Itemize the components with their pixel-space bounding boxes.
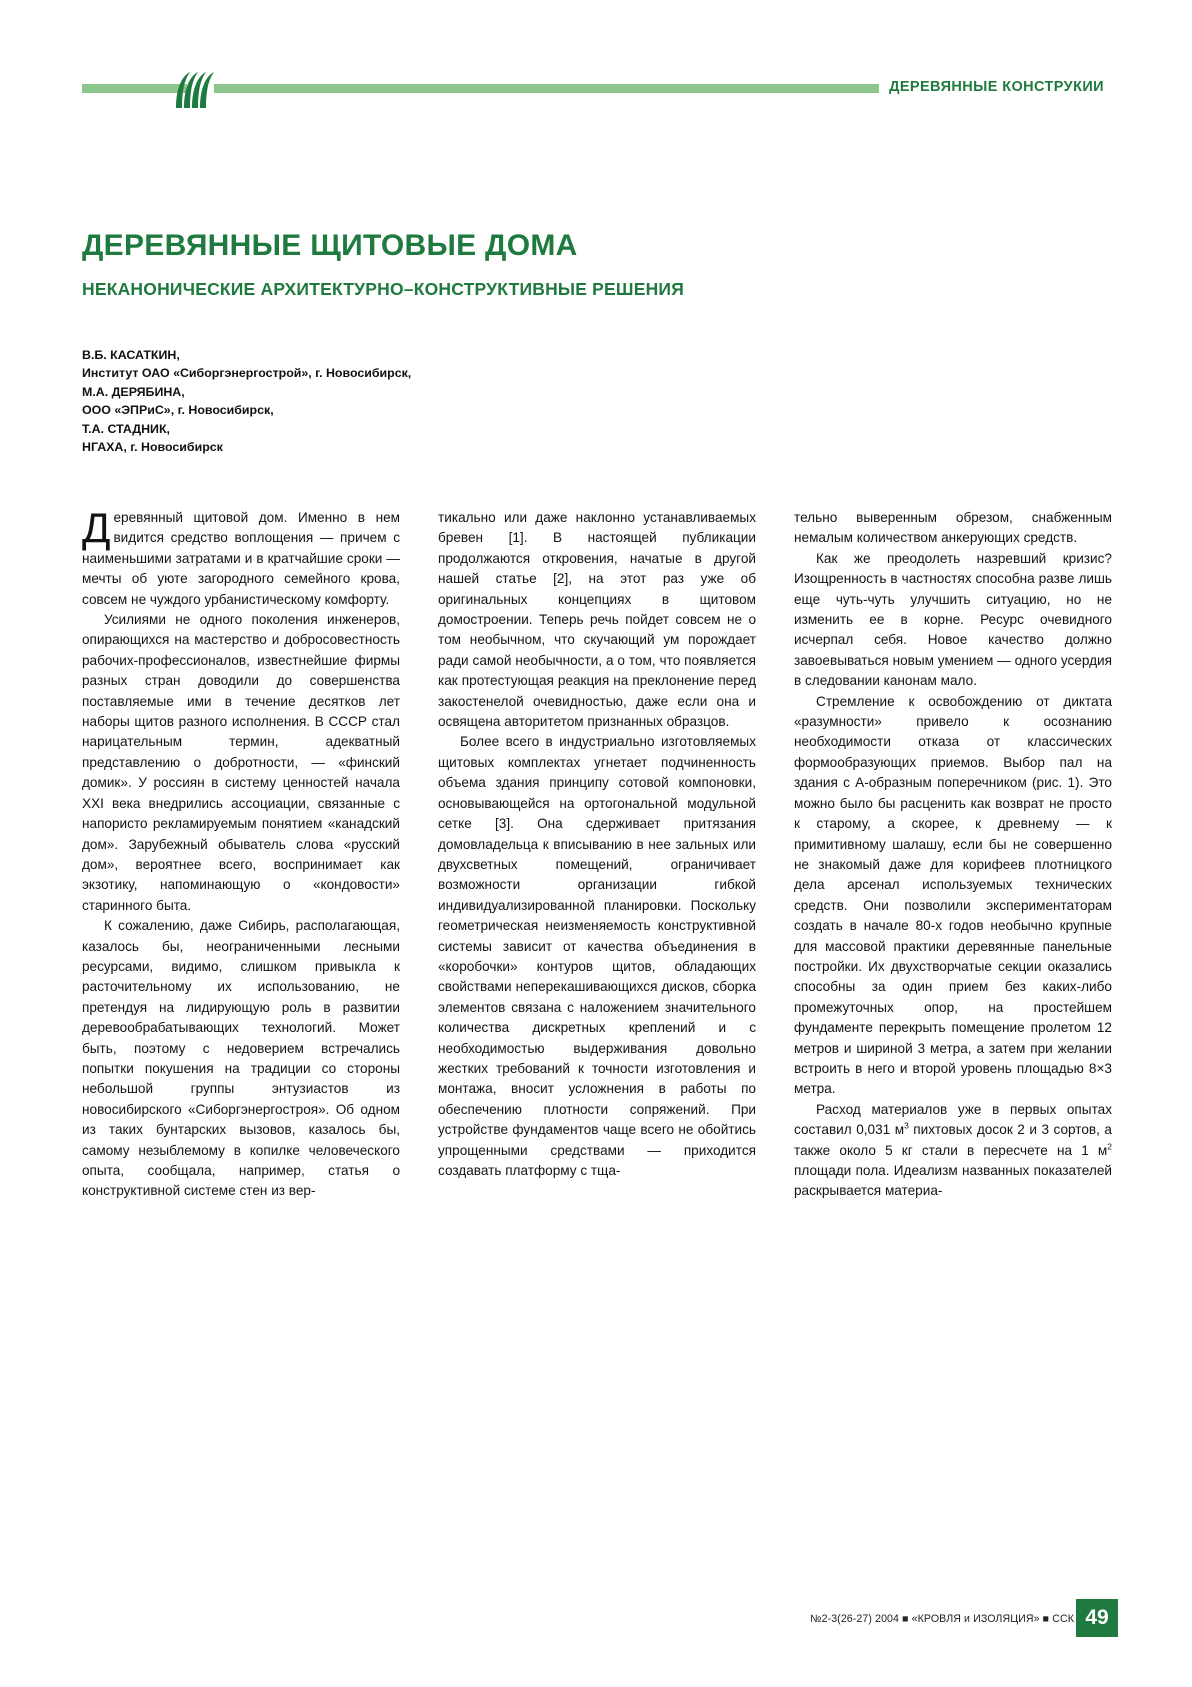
drop-cap: Д — [82, 504, 111, 551]
column-3 — [794, 508, 1112, 1408]
paragraph: Усилиями не одного поколения инженеров, опирающихся на мастерство и добросовестность рабочих-профессионалов, известнейшие фирмы разных стран доводили до совершенства поставляемые ими в течение десятков лет наборы щитов разного исполнения. В СССР стал нарицательным термин, адекватный представлению о добротности, — «финский домик». У россиян в систему ценностей начала XXI века внедрились ассоциации, связанные с напористо рекламируемым понятием «канадский дом». Зарубежный обыватель слова «русский дом», вероятнее всего, воспринимает как экзотику, напоминающую о «кондовости» старинного быта. — [82, 612, 400, 913]
title-block — [82, 228, 1112, 300]
superscript-square: 2 — [1107, 1141, 1112, 1152]
paragraph-text-c: площади пола. Идеализм названных показателей раскрывается материа- — [794, 1163, 1112, 1199]
swoosh-logo-icon — [170, 70, 218, 110]
author-line: Институт ОАО «Сиборгэнергострой», г. Новосибирск, — [82, 366, 412, 381]
paragraph-text-b: пихтовых досок 2 и 3 сортов, а также около 5 кг стали в пересчете на 1 м — [794, 1122, 1112, 1158]
paragraph: тикально или даже наклонно устанавливаемых бревен [1]. В настоящей публикации продолжаются откровения, начатые в другой нашей статье [2], на этот раз уже об оригинальных концепциях в щитовом домостроении. Теперь речь пойдет совсем не о том необычном, что скучающий ум порождает ради самой необычности, а о том, что появляется как протестующая реакция на преклонение перед закостенелой очевидностью, даже если она и освящена авторитетом признанных образцов. — [438, 510, 756, 730]
page-footer — [0, 1567, 1192, 1687]
paragraph-text-a: Расход материалов уже в первых опытах составил 0,031 м — [794, 1101, 1112, 1138]
header-section-title: ДЕРЕВЯННЫЕ КОНСТРУКИИ — [879, 77, 1110, 97]
paragraph-text: еревянный щитовой дом. Именно в нем видится средство воплощения — причем с наименьшими затратами и в кратчайшие сроки — мечты об уюте загородного семейного крова, совсем не чуждого урбанистическому комфорту. — [82, 510, 400, 607]
author-line: НГАХА, г. Новосибирск — [82, 440, 223, 455]
paragraph: Более всего в индустриально изготовляемых щитовых комплектах угнетает подчиненность объема здания принципу сотовой компоновки, основывающейся на ортогональной модульной сетке [3]. Она сдерживает притязания домовладельца к вписыванию в нее зальных или двухсветных помещений, ограничивает возможности организации гибкой индивидуализированной планировки. Поскольку геометрическая неизменяемость конструктивной системы зависит от качества объединения в «коробочки» контуров щитов, обладающих свойствами неперекашивающихся дисков, сборка элементов связана с наложением значительного количества дискретных креплений и с необходимостью выдерживания довольно жестких требований к точности изготовления и монтажа, вносит усложнения в работы по обеспечению плотности сопряжений. При устройстве фундаментов чаще всего не обойтись упрощенными средствами — приходится создавать платформу с тща- — [438, 734, 756, 1178]
author-line: В.Б. КАСАТКИН, — [82, 348, 180, 362]
author-line: Т.А. СТАДНИК, — [82, 421, 170, 436]
paragraph: Стремление к освобождению от диктата «разумности» привело к осознанию необходимости отказа от классических формообразующих приемов. Выбор пал на здания с А-образным поперечником (рис. 1). Это можно было бы расценить как возврат не просто к старому, а скорее, к древнему — к примитивному шалашу, если бы не совершенно не знакомый даже для корифеев плотницкого дела арсенал используемых технических средств. Они позволили экспериментаторам создать в начале 80-х годов необычно крупные для массовой практики деревянные панельные постройки. Их двухстворчатые секции оказались способны за один прием без каких-либо промежуточных опор, на простейшем фундаменте перекрыть помещение пролетом 12 метров и шириной 3 метра, а затем при желании встроить в него и второй уровень площадью 8×3 метра. — [794, 693, 1112, 1097]
article-body — [82, 504, 1112, 1408]
superscript-cubic: 3 — [904, 1120, 909, 1131]
column-1 — [82, 504, 400, 1408]
page-title: ДЕРЕВЯННЫЕ ЩИТОВЫЕ ДОМА — [82, 229, 578, 262]
issue-info: №2-3(26-27) 2004 ■ «КРОВЛЯ и ИЗОЛЯЦИЯ» ■ ССК — [810, 1613, 1074, 1625]
paragraph: Как же преодолеть назревший кризис? Изощренность в частностях способна разве лишь еще чуть-чуть улучшить ситуацию, но не изменить ее в корне. Ресурс очевидного исчерпал себя. Новое качество должно завоевываться новым умением — одного усердия в следовании канонам мало. — [794, 550, 1112, 689]
authors-block — [82, 346, 602, 456]
paragraph: тельно выверенным обрезом, снабженным немалым количеством анкерующих средств. — [794, 510, 1112, 546]
paragraph: К сожалению, даже Сибирь, располагающая, казалось бы, неограниченными лесными ресурсами, видимо, слишком привыкла к расточительному их использованию, не претендуя на лидирующую роль в развитии деревообрабатывающих технологий. Может быть, поэтому с недоверием встречались попытки покушения на традиции со стороны небольшой группы энтузиастов из новосибирского «Сиборгэнергостроя». Об одном из таких бунтарских вызовов, казалось бы, самому незыблемому в копилке человеческого опыта, сообщала, например, статья о конструктивной системе стен из вер- — [82, 918, 400, 1199]
paragraph-with-superscripts — [794, 1100, 1112, 1202]
paragraph — [82, 504, 400, 610]
page-number: 49 — [1076, 1599, 1118, 1637]
author-line: М.А. ДЕРЯБИНА, — [82, 384, 185, 399]
page-header — [0, 70, 1192, 110]
author-line: ООО «ЭПРиС», г. Новосибирск, — [82, 403, 274, 418]
page-subtitle: НЕКАНОНИЧЕСКИЕ АРХИТЕКТУРНО–КОНСТРУКТИВНЫЕ РЕШЕНИЯ — [82, 279, 684, 299]
column-2 — [438, 508, 756, 1408]
